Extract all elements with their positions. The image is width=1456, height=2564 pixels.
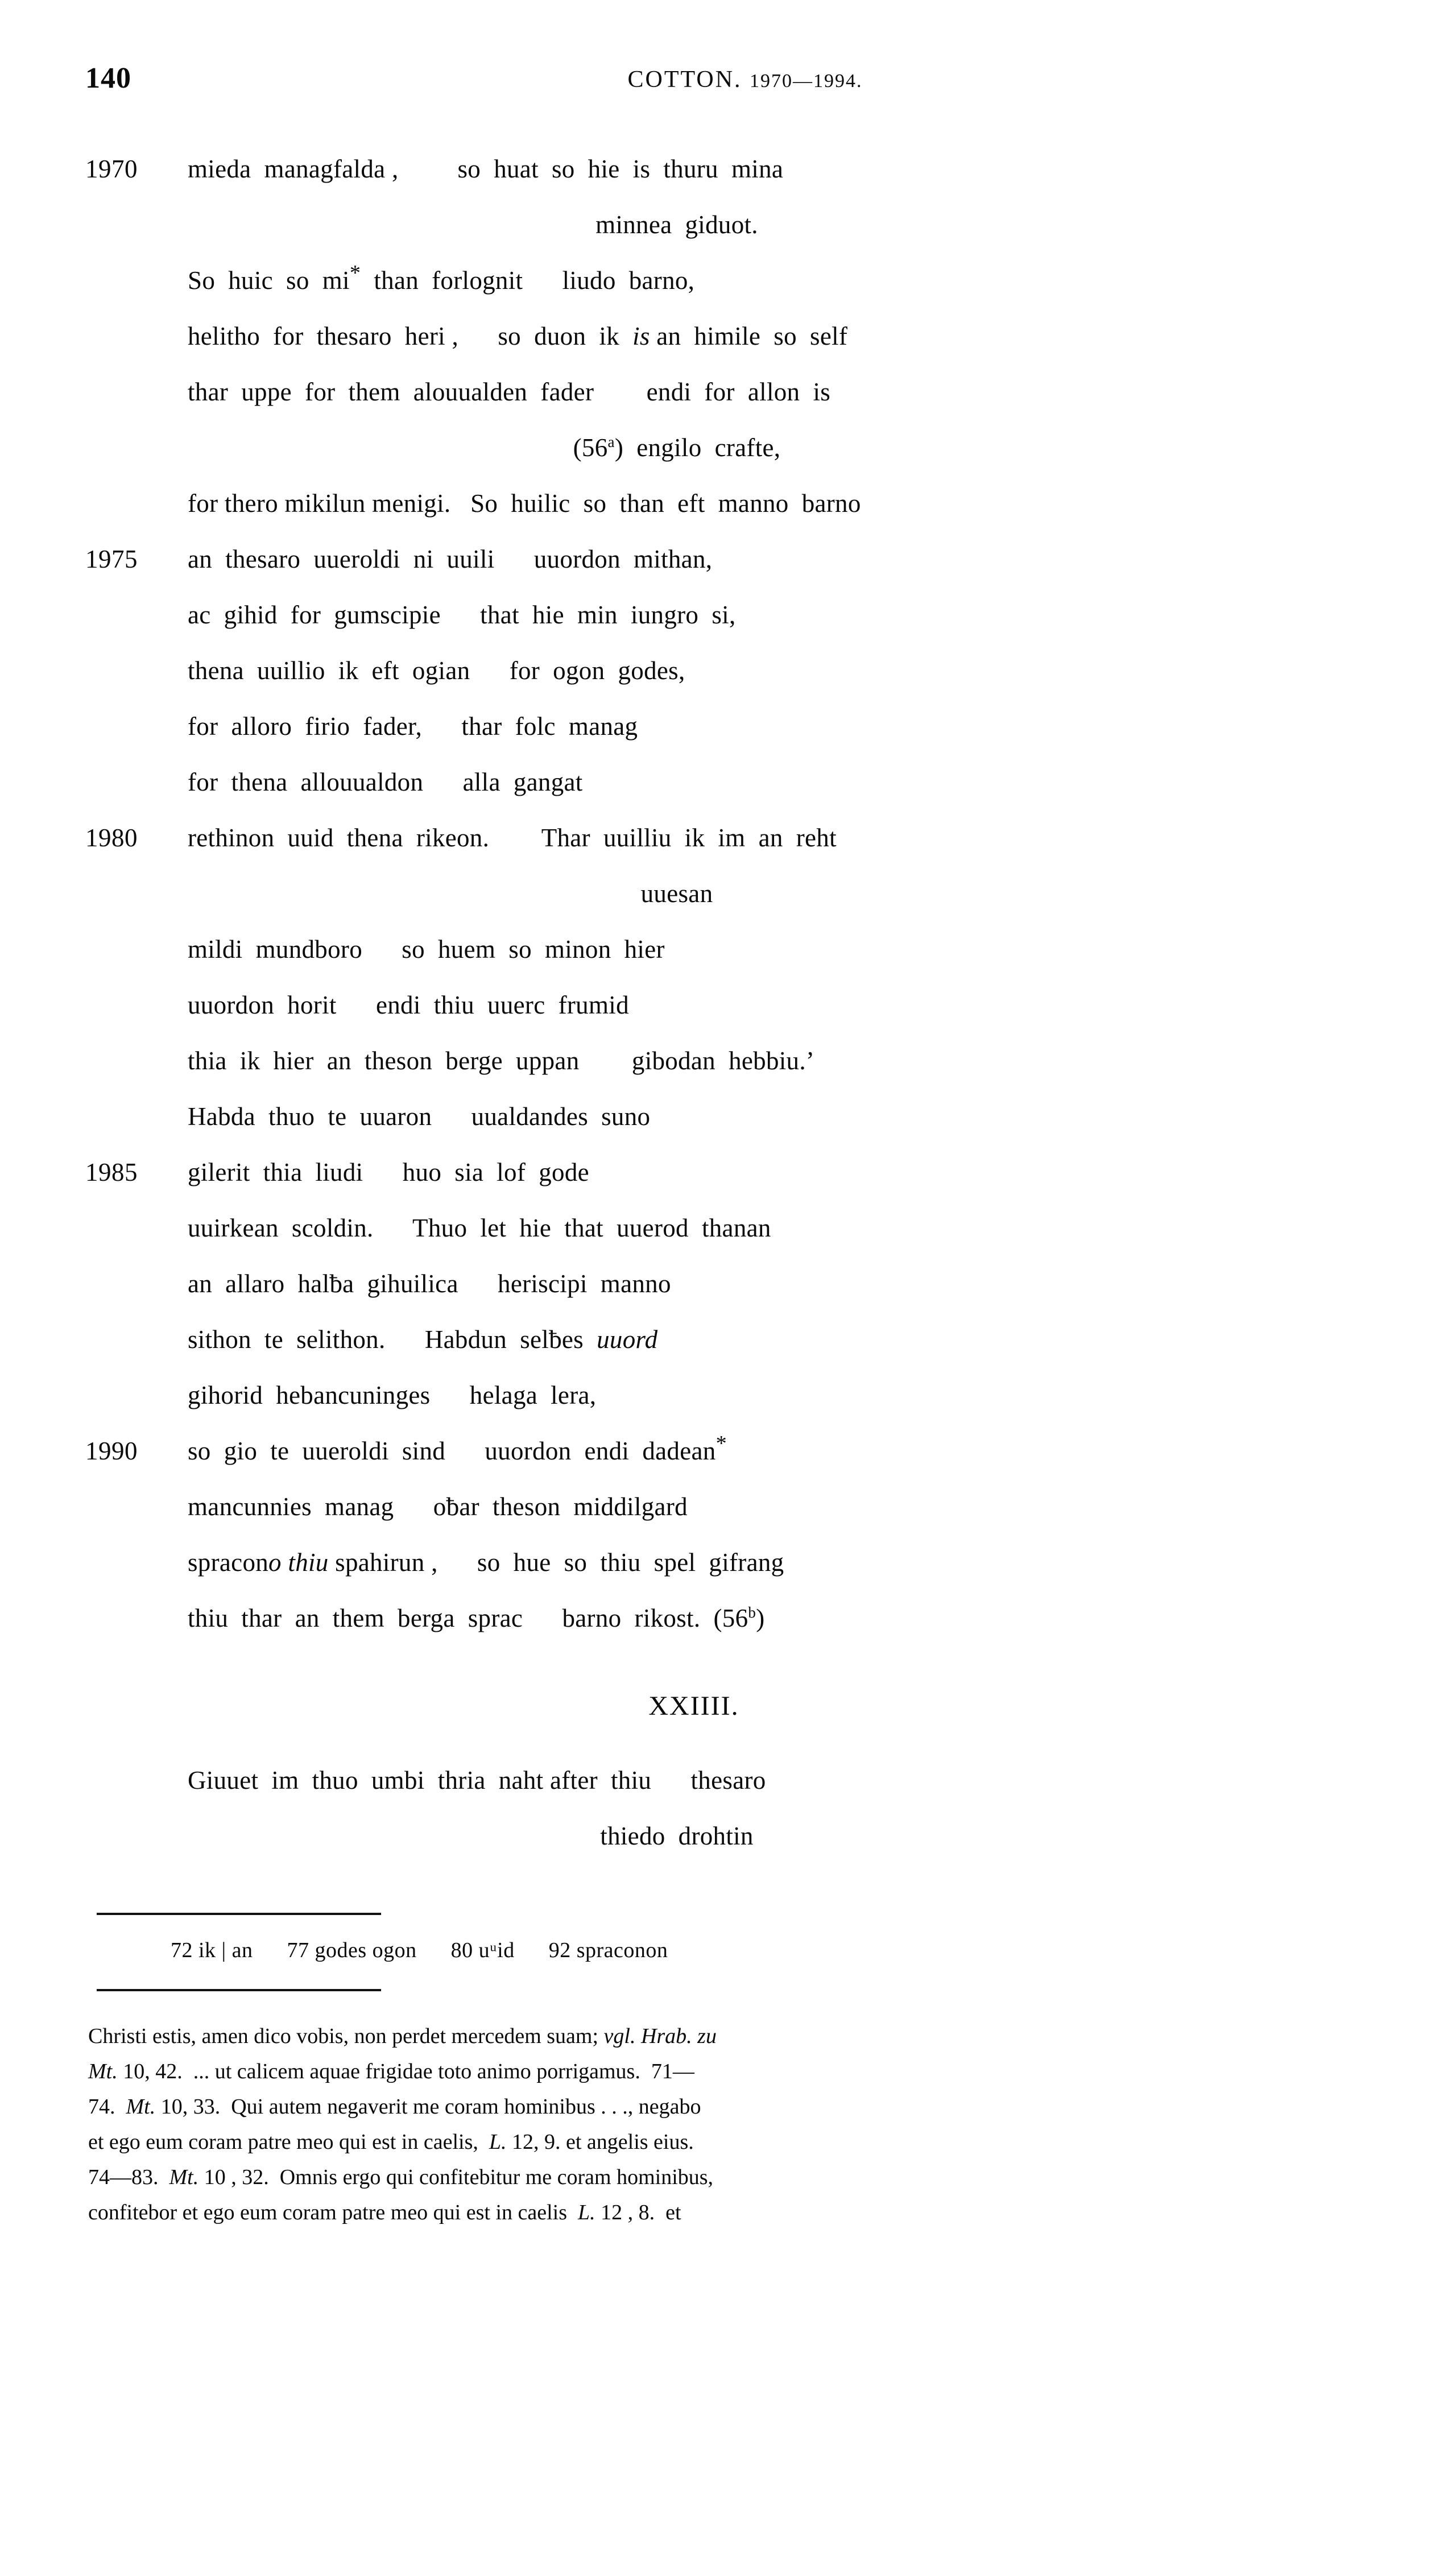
latin-source-footnote (0, 2019, 1456, 2230)
verse-line (85, 1200, 1371, 1256)
verse-line-text: minnea giduot. (595, 210, 758, 239)
verse-line-text: for alloro firio fader, thar folc manag (188, 712, 638, 741)
running-head (0, 61, 1456, 101)
page-number: 140 (85, 62, 131, 94)
verse-line (85, 531, 1371, 587)
verse-line (85, 1479, 1371, 1535)
verse-line (85, 1089, 1371, 1144)
verse-line (85, 810, 1371, 866)
verse-line (85, 1808, 1371, 1864)
verse-block (0, 141, 1456, 1646)
chapter-heading: XXIIII. (648, 1691, 739, 1721)
verse-line (85, 364, 1371, 420)
footnote-line: Christi estis, amen dico vobis, non perdet mercedem suam; vgl. Hrab. zu (88, 2024, 717, 2048)
footnote-line: et ego eum coram patre meo qui est in caelis, L. 12, 9. et angelis eius. (88, 2130, 694, 2154)
verse-line-text: (56$^a$) engilo crafte, (573, 433, 781, 462)
verse-line-text: mancunnies manag oƀar theson middilgard (188, 1492, 688, 1521)
verse-line (85, 197, 1371, 253)
verse-line (85, 1535, 1371, 1590)
critical-apparatus: 72 ik | an 77 godes ogon 80 uᵘid 92 spraconon (171, 1938, 668, 1962)
verse-line (85, 141, 1371, 197)
verse-line-text: uuirkean scoldin. Thuo let hie that uuerod thanan (188, 1214, 771, 1242)
verse-line-text: an allaro halƀa gihuilica heriscipi manno (188, 1269, 671, 1298)
verse-line-text: so gio te uueroldi sind uuordon endi dadean* (188, 1432, 727, 1465)
footnote-citation: vgl. Hrab. zu (603, 2024, 717, 2048)
footnote-citation: L. (489, 2130, 507, 2154)
verse-line-text: ac gihid for gumscipie that hie min iungro si, (188, 601, 736, 629)
footnote-line: 74—83. Mt. 10 , 32. Omnis ergo qui confitebitur me coram hominibus, (88, 2165, 714, 2189)
apparatus-asterisk: * (715, 1432, 727, 1455)
verse-line-text: rethinon uuid thena rikeon. Thar uuilliu ik im an reht (188, 824, 837, 852)
verse-line-number: 1975 (85, 545, 138, 573)
verse-line-text: thia ik hier an theson berge uppan gibodan hebbiu.’ (188, 1047, 815, 1075)
footnote-citation: Mt. (88, 2060, 118, 2083)
verse-line (85, 866, 1371, 921)
verse-line (85, 1033, 1371, 1089)
document-page (0, 61, 1456, 2564)
running-head-line-range: 1970—1994. (750, 71, 863, 92)
verse-line-text: Habda thuo te uuaron uualdandes suno (188, 1102, 651, 1131)
chapter-opening-lines (0, 1752, 1456, 1864)
footnote-divider-rule (97, 1989, 381, 1991)
verse-line (85, 308, 1371, 364)
verse-line-text: helitho for thesaro heri , so duon ik is an himile so self (188, 322, 848, 350)
verse-line (85, 1752, 1371, 1808)
verse-line (85, 754, 1371, 810)
verse-line (85, 587, 1371, 643)
running-head-work: COTTON. (627, 67, 742, 93)
verse-line-text: thiedo drohtin (600, 1822, 754, 1850)
verse-line-text: for thena allouualdon alla gangat (188, 768, 583, 796)
running-head-title (0, 66, 1456, 93)
verse-line-text: mieda managfalda , so huat so hie is thuru mina (188, 155, 784, 183)
verse-line-text: gilerit thia liudi huo sia lof gode (188, 1158, 589, 1186)
verse-line-number: 1980 (85, 824, 138, 852)
verse-line (85, 1144, 1371, 1200)
footnote-citation: L. (578, 2201, 595, 2224)
apparatus-asterisk: * (349, 261, 361, 285)
verse-line (85, 253, 1371, 308)
verse-line (85, 420, 1371, 475)
footnote-line: Mt. 10, 42. ... ut calicem aquae frigidae toto animo porrigamus. 71— (88, 2060, 694, 2083)
verse-line-text: thar uppe for them alouualden fader endi for allon is (188, 378, 831, 406)
footnote-citation: Mt. (169, 2165, 199, 2189)
italic-word: o thiu (268, 1548, 329, 1577)
verse-line (85, 698, 1371, 754)
folio-superscript: a (607, 433, 615, 450)
verse-line-text: sithon te selithon. Habdun selƀes uuord (188, 1325, 658, 1354)
verse-line (85, 921, 1371, 977)
verse-line (85, 977, 1371, 1033)
footnote-citation: Mt. (126, 2095, 156, 2119)
verse-line-text: So huic so mi* than forlognit liudo barno, (188, 261, 695, 295)
verse-line (85, 1423, 1371, 1479)
folio-superscript: b (748, 1604, 756, 1621)
verse-line-number: 1970 (85, 155, 138, 183)
verse-line (85, 1367, 1371, 1423)
verse-line (85, 1256, 1371, 1312)
verse-line (85, 475, 1371, 531)
verse-line-number: 1990 (85, 1437, 138, 1465)
verse-line-text: thena uuillio ik eft ogian for ogon godes, (188, 656, 685, 685)
verse-line-text: uuesan (640, 879, 713, 908)
verse-line-text: spracono thiu spahirun , so hue so thiu spel gifrang (188, 1548, 784, 1577)
verse-line (85, 1590, 1371, 1646)
footnote-line: 74. Mt. 10, 33. Qui autem negaverit me coram hominibus . . ., negabo (88, 2095, 701, 2119)
italic-word: is (632, 322, 650, 350)
verse-line-number: 1985 (85, 1158, 138, 1186)
verse-line-text: for thero mikilun menigi. So huilic so than eft manno barno (188, 489, 861, 518)
verse-line-text: uuordon horit endi thiu uuerc frumid (188, 991, 629, 1019)
verse-line-text: Giuuet im thuo umbi thria naht after thiu thesaro (188, 1766, 766, 1794)
footnote-line: confitebor et ego eum coram patre meo qui est in caelis L. 12 , 8. et (88, 2201, 681, 2224)
verse-line-text: mildi mundboro so huem so minon hier (188, 935, 665, 963)
italic-word: uuord (597, 1325, 658, 1354)
verse-line (85, 643, 1371, 698)
apparatus-divider-rule (97, 1913, 381, 1915)
verse-line-text: gihorid hebancuninges helaga lera, (188, 1381, 597, 1409)
verse-line-text: thiu thar an them berga sprac barno rikost. (56$^b$) (188, 1604, 765, 1632)
verse-line (85, 1312, 1371, 1367)
verse-line-text: an thesaro uueroldi ni uuili uuordon mithan, (188, 545, 713, 573)
